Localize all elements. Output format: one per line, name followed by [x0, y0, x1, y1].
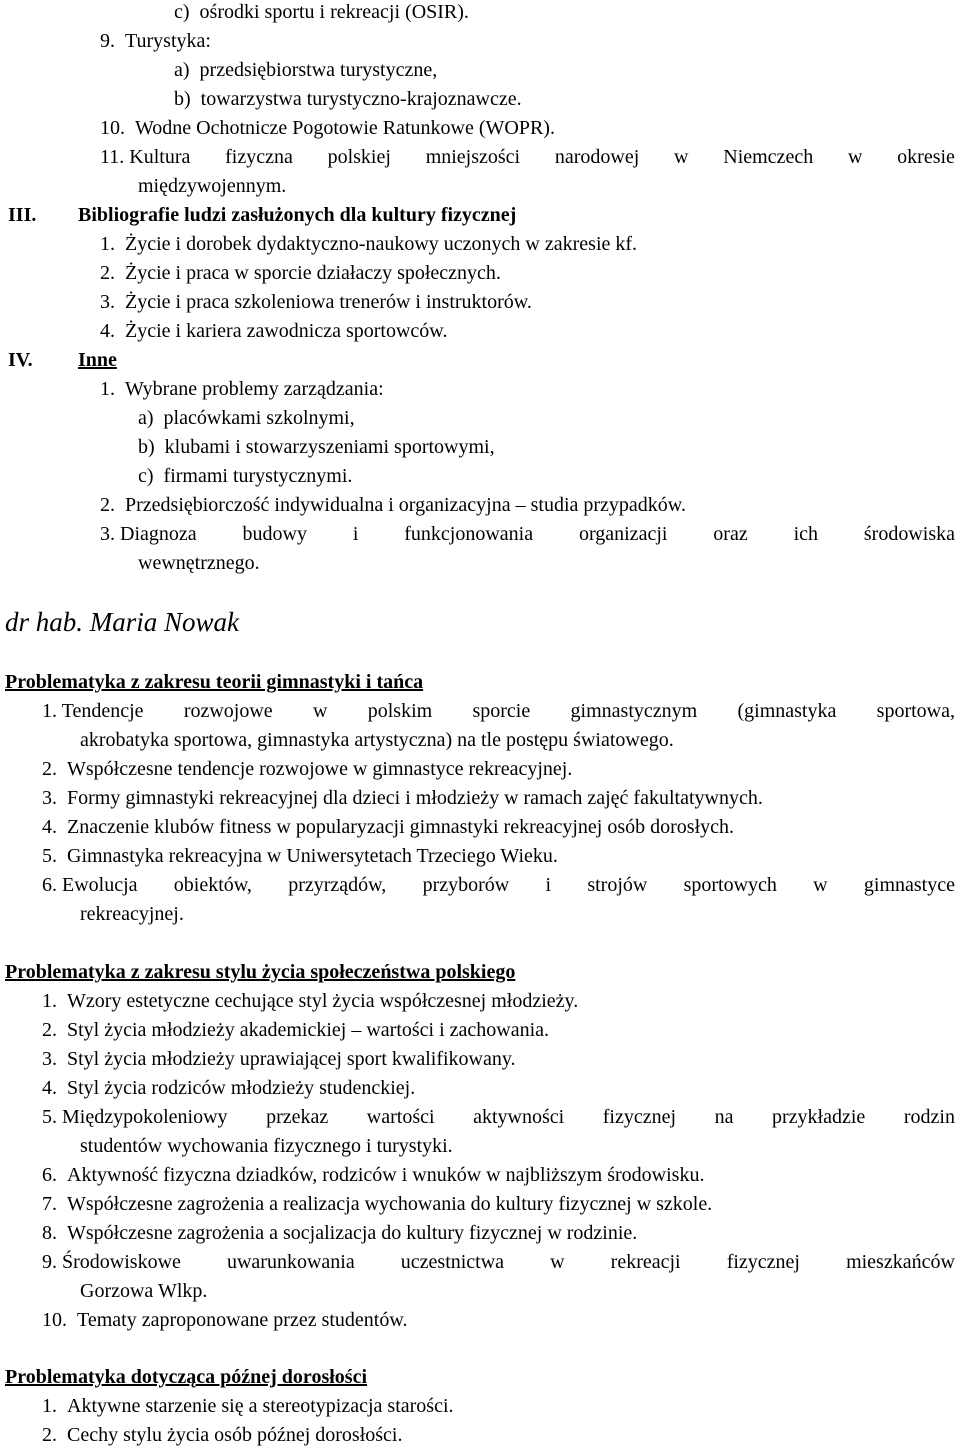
section3-item-3: 3. Życie i praca szkoleniowa trenerów i instruktorów. — [100, 291, 532, 313]
line-word: fizycznej — [726, 1251, 800, 1273]
section4-item-1c: c) firmami turystycznymi. — [138, 465, 353, 487]
topic1-item-3: 3. Formy gimnastyki rekreacyjnej dla dzieci i młodzieży w ramach zajęć fakultatywnych. — [42, 787, 763, 809]
line-word: gimnastyce — [863, 874, 955, 896]
line-word: Niemczech — [723, 146, 814, 168]
section-numeral-iv: IV. — [8, 349, 33, 371]
line-word: 5. Międzypokoleniowy — [42, 1106, 228, 1128]
list-item-11 — [100, 143, 955, 172]
list-item-10: 10. Wodne Ochotnicze Pogotowie Ratunkowe (WOPR). — [100, 117, 555, 139]
line-word: fizyczna — [225, 146, 293, 168]
line-word: 6. Ewolucja — [42, 874, 138, 896]
topic2-item-9 — [42, 1248, 955, 1277]
line-word: wartości — [366, 1106, 435, 1128]
topic2-item-8: 8. Współczesne zagrożenia a socjalizacja do kultury fizycznej w rodzinie. — [42, 1222, 638, 1244]
topic3-item-1: 1. Aktywne starzenie się a stereotypizacja starości. — [42, 1395, 454, 1417]
line-word: i — [352, 523, 359, 545]
line-word: strojów — [587, 874, 648, 896]
line-word: 3. Diagnoza — [100, 523, 197, 545]
topic1-item-5: 5. Gimnastyka rekreacyjna w Uniwersytetach Trzeciego Wieku. — [42, 845, 558, 867]
topic2-item-7: 7. Współczesne zagrożenia a realizacja wychowania do kultury fizycznej w szkole. — [42, 1193, 713, 1215]
topic2-item-9-cont: Gorzowa Wlkp. — [80, 1280, 208, 1302]
line-word: narodowej — [554, 146, 640, 168]
line-word: środowiska — [863, 523, 955, 545]
topic1-item-2: 2. Współczesne tendencje rozwojowe w gimnastyce rekreacyjnej. — [42, 758, 573, 780]
list-item-11-cont: międzywojennym. — [138, 175, 287, 197]
section4-item-1: 1. Wybrane problemy zarządzania: — [100, 378, 384, 400]
line-word: budowy — [242, 523, 307, 545]
line-word: w — [312, 700, 328, 722]
line-word: sporcie — [472, 700, 531, 722]
section4-item-1b: b) klubami i stowarzyszeniami sportowymi, — [138, 436, 495, 458]
topic1-item-1 — [42, 697, 955, 726]
line-word: organizacji — [578, 523, 668, 545]
line-word: przyrządów, — [288, 874, 387, 896]
topic2-item-2: 2. Styl życia młodzieży akademickiej – wartości i zachowania. — [42, 1019, 550, 1041]
topic2-heading: Problematyka z zakresu stylu życia społeczeństwa polskiego — [5, 961, 516, 983]
line-word: w — [847, 146, 863, 168]
section3-item-1: 1. Życie i dorobek dydaktyczno-naukowy uczonych w zakresie kf. — [100, 233, 638, 255]
section4-item-2: 2. Przedsiębiorczość indywidualna i organizacyjna – studia przypadków. — [100, 494, 686, 516]
topic2-item-5-cont: studentów wychowania fizycznego i turystyki. — [80, 1135, 453, 1157]
topic3-item-2: 2. Cechy stylu życia osób późnej dorosłości. — [42, 1424, 403, 1446]
line-word: mieszkańców — [846, 1251, 955, 1273]
author-line — [5, 604, 239, 640]
topic1-item-4: 4. Znaczenie klubów fitness w popularyzacji gimnastyki rekreacyjnej osób dorosłych. — [42, 816, 735, 838]
list-item-osir: c) ośrodki sportu i rekreacji (OSIR). — [174, 1, 469, 23]
line-word: aktywności — [473, 1106, 565, 1128]
section-numeral-iii: III. — [8, 204, 37, 226]
line-word: sportowa, — [876, 700, 955, 722]
line-word: 11. Kultura — [100, 146, 191, 168]
section-heading-iii: Bibliografie ludzi zasłużonych dla kultury fizycznej — [78, 204, 517, 226]
section3-item-2: 2. Życie i praca w sporcie działaczy społecznych. — [100, 262, 501, 284]
topic3-heading: Problematyka dotycząca późnej dorosłości — [5, 1366, 368, 1388]
section4-item-3 — [100, 520, 955, 549]
section4-item-1a: a) placówkami szkolnymi, — [138, 407, 355, 429]
line-word: 1. Tendencje — [42, 700, 144, 722]
line-word: mniejszości — [425, 146, 521, 168]
topic1-item-6-cont: rekreacyjnej. — [80, 903, 184, 925]
section3-item-4: 4. Życie i kariera zawodnicza sportowców. — [100, 320, 448, 342]
line-word: okresie — [897, 146, 955, 168]
topic2-item-5 — [42, 1103, 955, 1132]
line-word: polskim — [367, 700, 433, 722]
line-word: uwarunkowania — [226, 1251, 355, 1273]
line-word: przekaz — [266, 1106, 329, 1128]
topic2-item-4: 4. Styl życia rodziców młodzieży studenckiej. — [42, 1077, 416, 1099]
topic2-item-6: 6. Aktywność fizyczna dziadków, rodziców i wnuków w najbliższym środowisku. — [42, 1164, 705, 1186]
line-word: w — [550, 1251, 565, 1273]
line-word: oraz — [713, 523, 748, 545]
topic2-item-10: 10. Tematy zaproponowane przez studentów. — [42, 1309, 408, 1331]
list-item-9: 9. Turystyka: — [100, 30, 211, 52]
line-word: 9. Środowiskowe — [42, 1251, 181, 1273]
line-word: uczestnictwa — [400, 1251, 505, 1273]
line-word: rozwojowe — [183, 700, 273, 722]
list-item-9a: a) przedsiębiorstwa turystyczne, — [174, 59, 438, 81]
line-word: rodzin — [903, 1106, 955, 1128]
line-word: rekreacji — [610, 1251, 681, 1273]
line-word: polskiej — [327, 146, 391, 168]
line-word: gimnastycznym — [570, 700, 698, 722]
author-title: dr hab. — [5, 607, 84, 637]
line-word: funkcjonowania — [404, 523, 534, 545]
line-word: przyborów — [422, 874, 510, 896]
topic1-item-1-cont: akrobatyka sportowa, gimnastyka artystyczna) na tle postępu światowego. — [80, 729, 674, 751]
line-word: fizycznej — [602, 1106, 677, 1128]
line-word: obiektów, — [173, 874, 252, 896]
list-item-9b: b) towarzystwa turystyczno-krajoznawcze. — [174, 88, 522, 110]
section4-item-3-cont: wewnętrznego. — [138, 552, 260, 574]
topic2-item-1: 1. Wzory estetyczne cechujące styl życia współczesnej młodzieży. — [42, 990, 579, 1012]
topic2-item-3: 3. Styl życia młodzieży uprawiającej sport kwalifikowany. — [42, 1048, 516, 1070]
section-heading-iv: Inne — [78, 349, 117, 371]
topic1-heading: Problematyka z zakresu teorii gimnastyki i tańca — [5, 671, 424, 693]
line-word: w — [674, 146, 689, 168]
line-word: w — [813, 874, 828, 896]
line-word: (gimnastyka — [737, 700, 837, 722]
line-word: i — [545, 874, 552, 896]
topic1-item-6 — [42, 871, 955, 900]
line-word: przykładzie — [772, 1106, 866, 1128]
line-word: sportowych — [683, 874, 777, 896]
line-word: na — [714, 1106, 734, 1128]
author-name: Maria Nowak — [89, 607, 240, 637]
line-word: ich — [793, 523, 819, 545]
